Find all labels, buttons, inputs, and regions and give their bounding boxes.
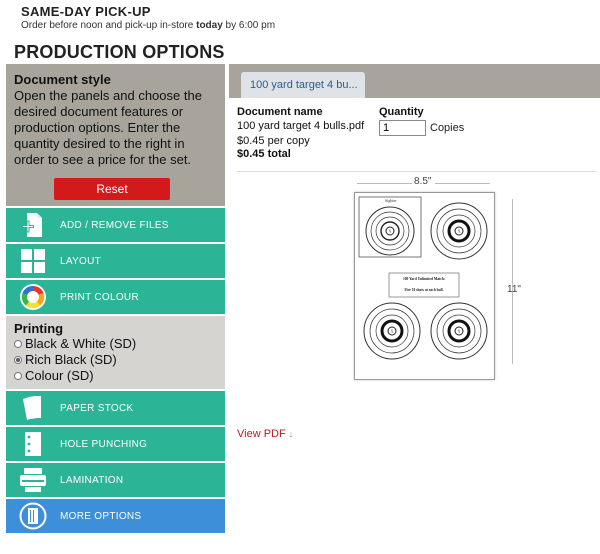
target-bull-top-right bbox=[431, 203, 487, 259]
tab-document[interactable]: 100 yard target 4 bu... bbox=[241, 72, 365, 98]
panel-hole-punching-label: HOLE PUNCHING bbox=[60, 438, 148, 450]
panel-more-options[interactable] bbox=[6, 499, 225, 533]
svg-text:X: X bbox=[457, 228, 461, 234]
add-file-icon bbox=[14, 210, 52, 240]
radio-button[interactable] bbox=[14, 340, 22, 348]
option-label: Rich Black (SD) bbox=[25, 352, 117, 367]
match-instruction: Fire 10 shots at each bull. bbox=[404, 288, 444, 292]
panel-hole-punching[interactable] bbox=[6, 427, 225, 461]
printing-options bbox=[6, 316, 225, 389]
panel-layout-label: LAYOUT bbox=[60, 255, 102, 267]
panel-lamination-label: LAMINATION bbox=[60, 474, 124, 486]
svg-text:X: X bbox=[388, 228, 392, 234]
divider bbox=[237, 171, 597, 172]
height-dimension-label: 11" bbox=[507, 284, 521, 295]
svg-text:X: X bbox=[457, 328, 461, 334]
price-per-copy: $0.45 per copy bbox=[237, 135, 310, 147]
quantity-label: Quantity bbox=[379, 106, 424, 118]
price-info bbox=[237, 135, 310, 161]
target-bull-bottom-left bbox=[364, 303, 420, 359]
pickup-subtitle bbox=[21, 20, 275, 31]
printing-option-colour[interactable] bbox=[14, 368, 217, 384]
printing-option-rich-black[interactable] bbox=[14, 352, 217, 368]
panel-paper-stock[interactable] bbox=[6, 391, 225, 425]
match-title: 100 Yard Unlimited Match: bbox=[402, 277, 446, 281]
colour-wheel-icon bbox=[14, 282, 52, 312]
document-style-panel bbox=[6, 64, 225, 206]
quantity-group bbox=[379, 106, 464, 136]
width-dimension-line bbox=[357, 183, 412, 184]
view-pdf-link[interactable] bbox=[237, 428, 293, 440]
radio-button-selected[interactable] bbox=[14, 356, 22, 364]
document-name-value: 100 yard target 4 bulls.pdf bbox=[237, 120, 365, 132]
quantity-input[interactable] bbox=[379, 120, 426, 136]
target-bull-bottom-right bbox=[431, 303, 487, 359]
svg-text:X: X bbox=[390, 328, 394, 334]
radio-button[interactable] bbox=[14, 372, 22, 380]
width-dimension-line bbox=[435, 183, 490, 184]
panel-lamination[interactable] bbox=[6, 463, 225, 497]
copies-label: Copies bbox=[430, 122, 465, 134]
panel-more-options-label: MORE OPTIONS bbox=[60, 510, 142, 522]
pickup-title: SAME-DAY PICK-UP bbox=[21, 4, 151, 19]
document-tab-bar bbox=[229, 64, 600, 98]
sighter-label: Sighter bbox=[385, 198, 397, 203]
panel-print-colour-label: PRINT COLOUR bbox=[60, 291, 139, 303]
pickup-sub-text: Order before noon and pick-up in-store bbox=[21, 20, 197, 31]
laminator-icon bbox=[14, 465, 52, 495]
document-name-label: Document name bbox=[237, 106, 323, 118]
pickup-sub-time: by 6:00 pm bbox=[222, 20, 276, 31]
height-dimension-line bbox=[512, 199, 513, 364]
download-arrow-icon: ↓ bbox=[288, 429, 294, 439]
view-pdf-label: View PDF bbox=[237, 428, 286, 440]
price-total: $0.45 total bbox=[237, 148, 291, 160]
hole-punch-icon bbox=[14, 429, 52, 459]
option-label: Colour (SD) bbox=[25, 368, 94, 383]
panel-layout[interactable] bbox=[6, 244, 225, 278]
width-dimension-label: 8.5" bbox=[414, 176, 432, 187]
target-sheet-preview bbox=[355, 193, 494, 379]
reset-button[interactable]: Reset bbox=[54, 178, 170, 200]
production-options-title: PRODUCTION OPTIONS bbox=[14, 42, 225, 62]
printing-option-black-white[interactable] bbox=[14, 336, 217, 352]
document-detail-area bbox=[229, 64, 600, 440]
panel-print-colour[interactable] bbox=[6, 280, 225, 314]
document-info bbox=[237, 106, 364, 132]
options-sidebar bbox=[6, 64, 225, 533]
panel-paper-stock-label: PAPER STOCK bbox=[60, 402, 134, 414]
binder-icon bbox=[14, 501, 52, 531]
panel-add-remove-files[interactable] bbox=[6, 208, 225, 242]
option-label: Black & White (SD) bbox=[25, 336, 137, 351]
document-preview bbox=[354, 192, 495, 380]
paper-stack-icon bbox=[14, 393, 52, 423]
pickup-sub-bold: today bbox=[196, 20, 223, 31]
target-bull-top-left bbox=[366, 207, 414, 255]
same-day-pickup-banner bbox=[21, 4, 275, 31]
printing-title: Printing bbox=[14, 321, 64, 336]
panel-add-files-label: ADD / REMOVE FILES bbox=[60, 219, 169, 231]
document-style-instructions: Open the panels and choose the desired document features or production options. Enter the quantity desired to the right in order to see a price for the set. bbox=[14, 88, 202, 167]
layout-grid-icon bbox=[14, 246, 52, 276]
document-style-title: Document style bbox=[14, 72, 111, 87]
